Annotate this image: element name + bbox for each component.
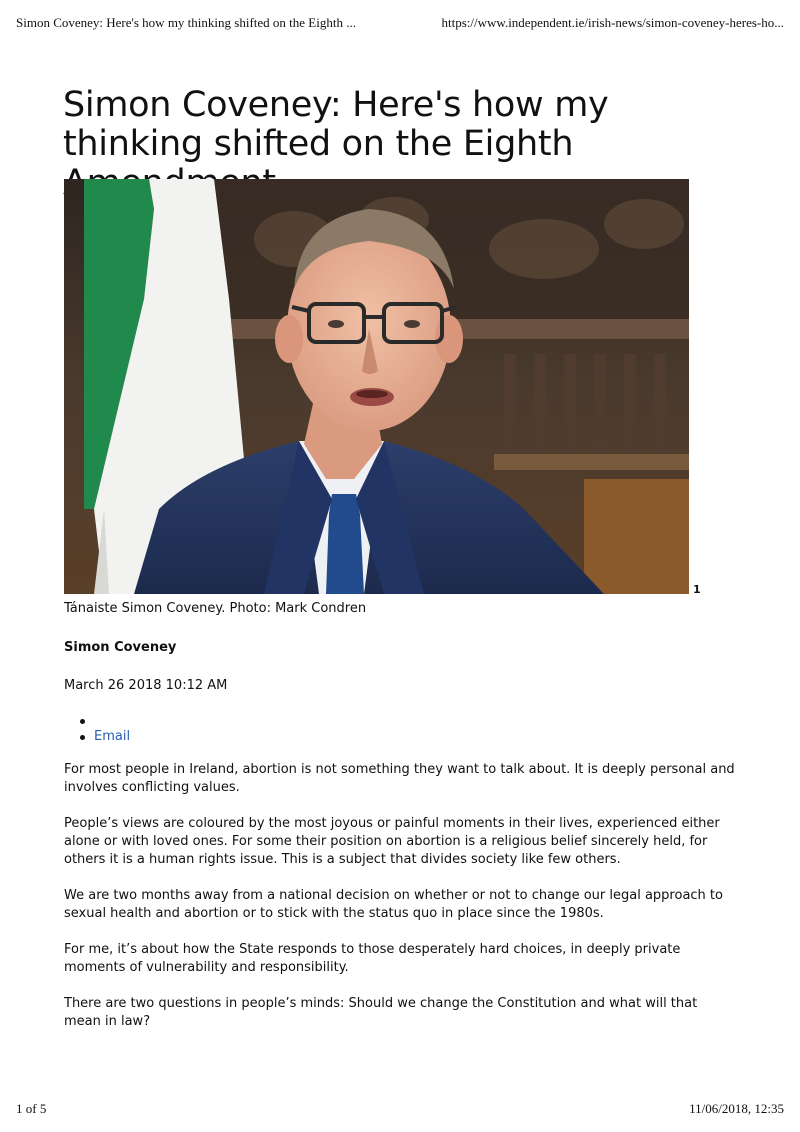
photo-caption: Tánaiste Simon Coveney. Photo: Mark Condren (64, 601, 367, 616)
article-photo (64, 179, 689, 594)
print-header-url[interactable]: https://www.independent.ie/irish-news/simon-coveney-heres-ho... (441, 15, 784, 30)
share-item-email (80, 729, 130, 745)
print-timestamp: 11/06/2018, 12:35 (689, 1101, 784, 1116)
print-header-title: Simon Coveney: Here's how my thinking shifted on the Eighth ... (16, 15, 356, 30)
article-author: Simon Coveney (64, 640, 177, 655)
print-header (16, 15, 784, 31)
email-share-link[interactable]: Email (94, 729, 131, 744)
article-title: Simon Coveney: Here's how my thinking shifted on the Eighth (63, 85, 609, 164)
paragraph: For me, it’s about how the State responds to those desperately hard choices, in deeply private moments of vulnerability and responsibility. (64, 942, 681, 975)
portrait-illustration (64, 179, 689, 594)
photo-number: 1 (693, 583, 701, 596)
paragraph: There are two questions in people’s minds: Should we change the Constitution and what will that mean in law? (64, 996, 698, 1029)
print-footer (16, 1101, 784, 1117)
page-count: 1 of 5 (16, 1101, 47, 1116)
article-body (64, 761, 736, 1049)
paragraph: For most people in Ireland, abortion is not something they want to talk about. It is deeply personal and involves conflicting values. (64, 762, 735, 795)
paragraph: We are two months away from a national decision on whether or not to change our legal approach to sexual health and abortion or to stick with the status quo in place since the 1980s. (64, 888, 723, 921)
share-list (80, 713, 130, 745)
paragraph: People’s views are coloured by the most joyous or painful moments in their lives, experienced either alone or with loved ones. For some their position on abortion is a religious belief sincerely held, for others it is a human rights issue. This is a subject that divides society like few others. (64, 816, 720, 867)
share-item-empty (80, 713, 130, 729)
article-date: March 26 2018 10:12 AM (64, 678, 228, 693)
